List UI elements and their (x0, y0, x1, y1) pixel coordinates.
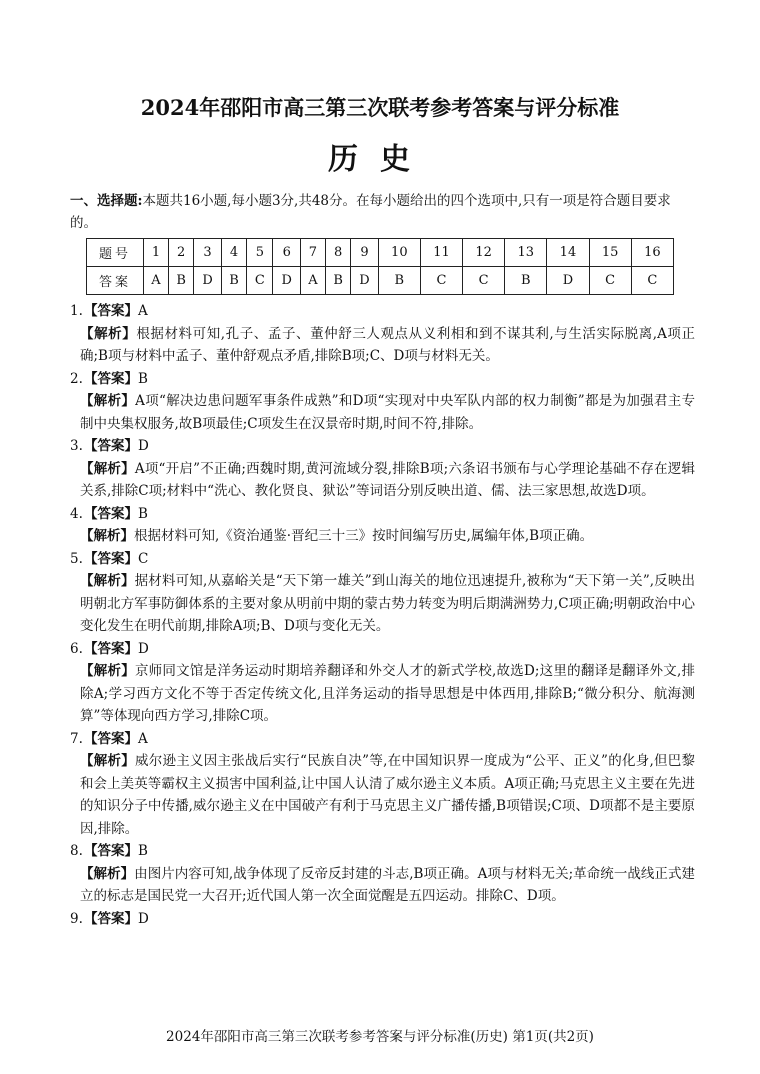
question-block (70, 368, 695, 436)
document-title: 2024年邵阳市高三第三次联考参考答案与评分标准 (140, 95, 620, 120)
section-number: 一、 (70, 193, 97, 209)
page-footer: 2024年邵阳市高三第三次联考参考答案与评分标准(历史) 第1页(共2页) (166, 1029, 594, 1045)
answer-cell: D (273, 267, 300, 295)
answer-table-number-row (87, 239, 674, 267)
answer-line (70, 300, 695, 323)
question-block (70, 300, 695, 368)
answer-line (70, 638, 695, 661)
answer-label: 【答案】 (84, 370, 138, 387)
analysis-body: A项“解决边患问题军事条件成熟”和D项“实现对中央军队内部的权力制衡”都是为加强君主专制中央集权服务,故B项最佳;C项发生在汉景帝时期,时间不符,排除。 (80, 393, 696, 432)
answer-cell: D (547, 267, 589, 295)
analysis-body: A项“开启”不正确;西魏时期,黄河流域分裂,排除B项;六条诏书颁布与心学理论基础不存在逻辑关系,排除C项;材料中“洗心、教化贤良、狱讼”等词语分别反映出道、儒、法三家思想,故选D项。 (80, 460, 696, 499)
answer-cell: C (589, 267, 631, 295)
answer-value: D (138, 910, 149, 927)
answer-value: C (138, 550, 149, 567)
analysis-text (70, 525, 695, 548)
question-number-cell: 10 (378, 239, 420, 267)
question-number-cell: 16 (631, 239, 673, 267)
question-number-cell: 1 (144, 239, 169, 267)
analysis-label: 【解析】 (80, 865, 135, 882)
answer-line (70, 368, 695, 391)
question-number-cell: 6 (273, 239, 300, 267)
subject-title: 历史 (328, 142, 432, 177)
answer-header: 答案 (87, 267, 144, 295)
answer-value: B (138, 843, 148, 859)
answer-cell: B (378, 267, 420, 295)
answer-line (70, 548, 695, 571)
section-heading (70, 190, 695, 234)
section-label: 选择题: (97, 193, 143, 209)
question-block (70, 638, 695, 728)
question-number-cell: 9 (351, 239, 378, 267)
answer-label: 【答案】 (84, 640, 138, 657)
answer-value: D (138, 438, 149, 454)
answer-label: 【答案】 (84, 550, 138, 567)
answer-value: A (138, 303, 148, 319)
question-number: 4. (70, 505, 83, 522)
analysis-text (70, 750, 695, 840)
answer-cell: B (168, 267, 193, 295)
answer-value: A (138, 730, 148, 747)
answer-label: 【答案】 (84, 910, 138, 927)
question-number: 8. (70, 843, 83, 859)
analysis-text (70, 660, 695, 728)
analysis-body: 京师同文馆是洋务运动时期培养翻译和外交人才的新式学校,故选D;这里的翻译是翻译外文,排除A;学习西方文化不等于否定传统文化,且洋务运动的指导思想是中体西用,排除B;“微分积分、航海测算”等体现向西方学习,排除C项。 (80, 663, 695, 724)
answers-list (70, 300, 695, 930)
question-block (70, 728, 695, 841)
answer-cell: B (505, 267, 547, 295)
answer-line (70, 840, 695, 863)
answer-cell: B (325, 267, 350, 295)
analysis-body: 根据材料可知,《资治通鉴·晋纪三十三》按时间编写历史,属编年体,B项正确。 (134, 528, 594, 544)
answer-label: 【答案】 (84, 730, 138, 747)
analysis-text (70, 458, 695, 503)
answer-cell: A (144, 267, 169, 295)
question-number: 6. (70, 640, 83, 657)
question-number-cell: 3 (194, 239, 221, 267)
answer-label: 【答案】 (84, 843, 138, 859)
question-number: 1. (70, 303, 83, 319)
analysis-label: 【解析】 (80, 573, 135, 589)
answer-table (86, 238, 674, 295)
analysis-body: 根据材料可知,孔子、孟子、董仲舒三人观点从义利相和到不谋其利,与生活实际脱离,A项正确;B项与材料中孟子、董仲舒观点矛盾,排除B项;C、D项与材料无关。 (80, 325, 696, 364)
question-number-cell: 4 (221, 239, 246, 267)
question-number-cell: 11 (420, 239, 462, 267)
answer-value: B (138, 505, 148, 522)
analysis-text (70, 323, 695, 368)
analysis-text (70, 863, 695, 908)
analysis-text (70, 390, 695, 435)
analysis-label: 【解析】 (80, 393, 136, 409)
answer-line (70, 435, 695, 458)
question-number: 3. (70, 438, 83, 454)
question-block (70, 840, 695, 908)
answer-label: 【答案】 (84, 505, 138, 522)
analysis-body: 由图片内容可知,战争体现了反帝反封建的斗志,B项正确。A项与材料无关;革命统一战线正式建立的标志是国民党一大召开;近代国人第一次全面觉醒是五四运动。排除C、D项。 (80, 865, 695, 904)
question-number-cell: 15 (589, 239, 631, 267)
answer-value: D (138, 640, 149, 657)
analysis-label: 【解析】 (80, 325, 137, 342)
question-block (70, 908, 695, 931)
question-number: 2. (70, 370, 83, 387)
answer-table-answer-row (87, 267, 674, 295)
section-text: 本题共16小题,每小题3分,共48分。在每小题给出的四个选项中,只有一项是符合题目要求的。 (70, 193, 671, 231)
question-number-cell: 7 (300, 239, 325, 267)
answer-line (70, 503, 695, 526)
analysis-label: 【解析】 (80, 528, 134, 544)
answer-cell: C (463, 267, 505, 295)
question-number-cell: 14 (547, 239, 589, 267)
answer-cell: D (194, 267, 221, 295)
question-number: 7. (70, 730, 83, 747)
question-number-cell: 12 (463, 239, 505, 267)
analysis-label: 【解析】 (80, 663, 135, 679)
question-block (70, 548, 695, 638)
analysis-body: 据材料可知,从嘉峪关是“天下第一雄关”到山海关的地位迅速提升,被称为“天下第一关”,反映出明朝北方军事防御体系的主要对象从明前中期的蒙古势力转变为明后期满洲势力,C项正确;明朝政治中心变化发生在明代前期,排除A项;B、D项与变化无关。 (80, 573, 695, 634)
answer-line (70, 728, 695, 751)
question-number-cell: 8 (325, 239, 350, 267)
question-block (70, 435, 695, 503)
question-number-cell: 2 (168, 239, 193, 267)
question-number: 9. (70, 910, 83, 927)
answer-cell: C (420, 267, 462, 295)
question-number-cell: 13 (505, 239, 547, 267)
answer-label: 【答案】 (84, 303, 138, 319)
answer-label: 【答案】 (84, 438, 138, 454)
number-header: 题号 (87, 239, 144, 267)
answer-cell: C (247, 267, 273, 295)
answer-cell: B (221, 267, 246, 295)
analysis-body: 威尔逊主义因主张战后实行“民族自决”等,在中国知识界一度成为“公平、正义”的化身,但巴黎和会上美英等霸权主义损害中国利益,让中国人认清了威尔逊主义本质。A项正确;马克思主义主要在先进的知识分子中传播,威尔逊主义在中国破产有利于马克思主义广播传播,B项错误;C项、D项都不是主要原因,排除。 (80, 753, 695, 837)
question-number-cell: 5 (247, 239, 273, 267)
answer-cell: C (631, 267, 673, 295)
question-block (70, 503, 695, 548)
analysis-label: 【解析】 (80, 753, 136, 769)
answer-cell: D (351, 267, 378, 295)
question-number: 5. (70, 550, 83, 567)
answer-line (70, 908, 695, 931)
analysis-label: 【解析】 (80, 460, 135, 477)
analysis-text (70, 570, 695, 638)
answer-value: B (138, 370, 148, 387)
answer-cell: A (300, 267, 325, 295)
